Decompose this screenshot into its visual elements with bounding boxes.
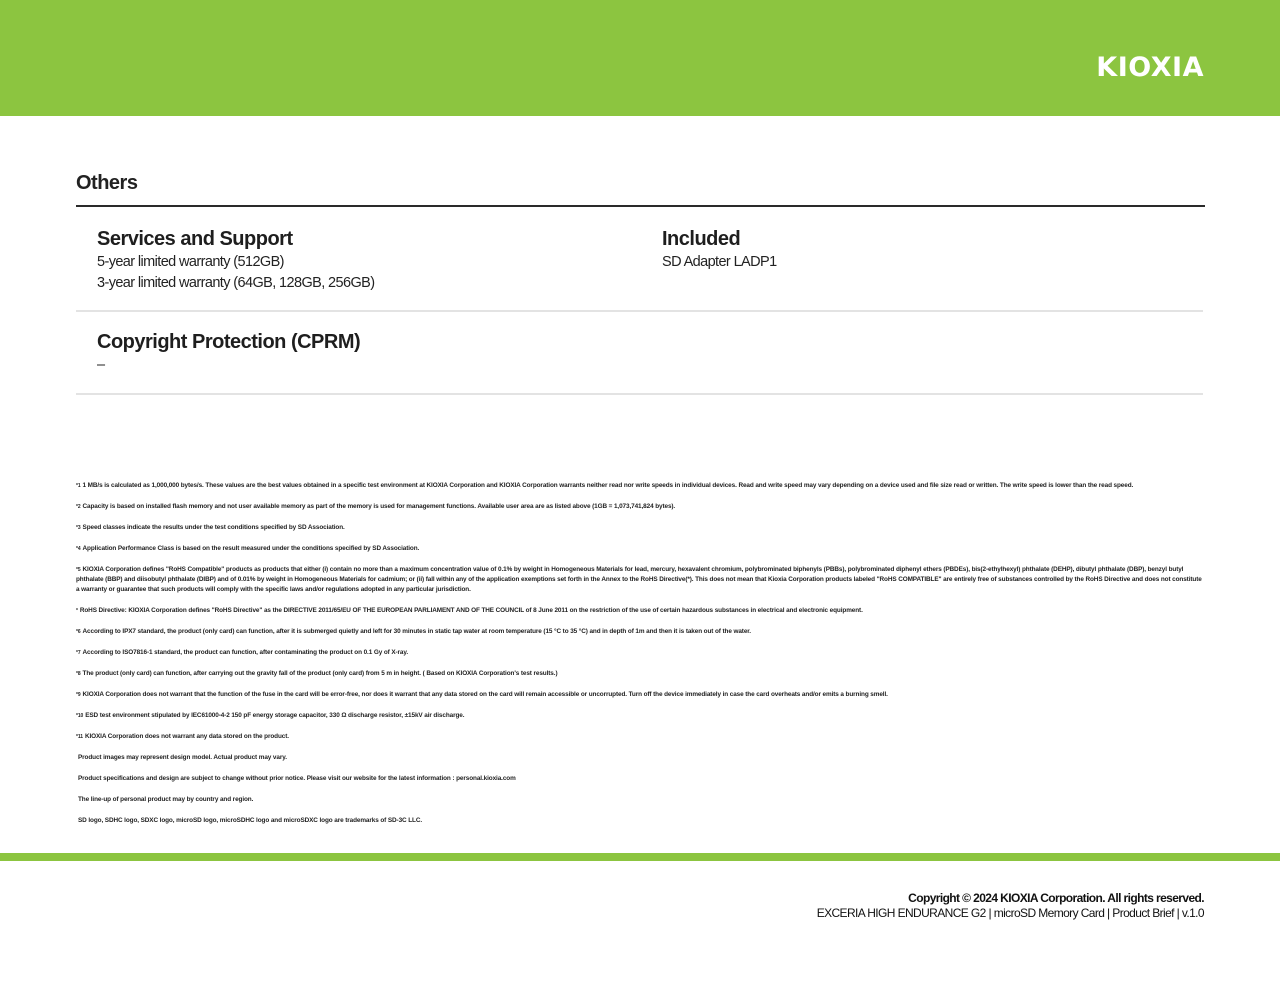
footnote xyxy=(76,565,1204,595)
included-item: SD Adapter LADP1 xyxy=(662,254,777,270)
footnote-mark: *7 xyxy=(76,650,81,656)
footnote-mark: * xyxy=(76,608,78,614)
footer-accent-bar xyxy=(0,853,1280,861)
footnote-text: KIOXIA Corporation defines "RoHS Compatible" products as products that either (i) contain no more than a maximum concentration value of 0.1% by weight in Homogeneous Materials for lead, mercury, hexavalent chromium, polybrominated biphenyls (PBBs), polybrominated diphenyl ethers (PBDEs), bis(2-ethylhexyl) phthalate (DEHP), dibutyl phthalate (DBP), benzyl butyl phthalate (BBP) and diisobutyl phthalate (DIBP) and of 0.01% by weight in Homogeneous Materials for cadmium; or (ii) fall within any of the application exemptions set forth in the Annex to the RoHS Directive(*). This does not mean that Kioxia Corporation products labeled "RoHS COMPATIBLE" are entirely free of substances controlled by the RoHS Directive and does not constitute a warranty or guarantee that such products will comply with the specific laws and/or regulations adopted in any particular jurisdiction. xyxy=(76,566,1202,593)
included-title: Included xyxy=(662,228,741,250)
footnote-text: Capacity is based on installed flash memory and not user available memory as part of the memory is used for management functions. Available user area are as listed above (1GB = 1,073,741,824 bytes). xyxy=(82,503,676,510)
warranty-line: 3-year limited warranty (64GB, 128GB, 256GB) xyxy=(97,275,375,291)
cprm-block xyxy=(97,329,360,376)
header-banner xyxy=(0,0,1280,116)
footnote-text: Product images may represent design model. Actual product may vary. xyxy=(78,754,287,761)
copyright-text: Copyright © 2024 KIOXIA Corporation. All rights reserved. xyxy=(908,891,1204,905)
footnote xyxy=(76,753,1204,763)
footnote-text: KIOXIA Corporation does not warrant any data stored on the product. xyxy=(84,733,289,740)
footnote-mark: *2 xyxy=(76,504,81,510)
footnote xyxy=(76,774,1204,784)
footnote xyxy=(76,711,1204,721)
footnote xyxy=(76,627,1204,637)
row-divider xyxy=(76,310,1203,312)
footnote-mark: *5 xyxy=(76,567,81,573)
footnote xyxy=(76,502,1204,512)
footnote xyxy=(76,544,1204,554)
footnote-text: According to IPX7 standard, the product (only card) can function, after it is submerged quietly and left for 30 minutes in static tap water at room temperature (15 °C to 35 °C) and in depth of 1m and then it is taken out of the water. xyxy=(82,628,751,635)
footnote-text: The line-up of personal product may by country and region. xyxy=(78,796,254,803)
footnote xyxy=(76,481,1204,491)
footnote xyxy=(76,795,1204,805)
row-divider xyxy=(76,393,1203,395)
footnote-text: Speed classes indicate the results under the test conditions specified by SD Association. xyxy=(82,524,345,531)
footnote-mark: *1 xyxy=(76,483,81,489)
footer xyxy=(817,891,1204,921)
footnote xyxy=(76,606,1204,616)
footnote-mark: *9 xyxy=(76,692,81,698)
warranty-line: 5-year limited warranty (512GB) xyxy=(97,254,284,270)
footnote-text: KIOXIA Corporation does not warrant that the function of the fuse in the card will be error-free, nor does it warrant that any data stored on the card will remain accessible or uncorrupted. Turn off the device immediately in case the card overheats and/or emits a burning smell. xyxy=(82,691,888,698)
footnote xyxy=(76,648,1204,658)
services-support-block xyxy=(97,226,374,294)
footnote-mark: *3 xyxy=(76,525,81,531)
footnote-text: SD logo, SDHC logo, SDXC logo, microSD logo, microSDHC logo and microSDXC logo are trademarks of SD-3C LLC. xyxy=(78,817,423,824)
footnote-text: The product (only card) can function, after carrying out the gravity fall of the product (only card) from 5 m in height. ( Based on KIOXIA Corporation's test results.) xyxy=(82,670,558,677)
footnote xyxy=(76,690,1204,700)
footnote-text: Product specifications and design are subject to change without prior notice. Please visit our website for the latest information : personal.kioxia.com xyxy=(78,775,516,782)
footnote xyxy=(76,816,1204,826)
kioxia-logo: KIOXIA xyxy=(1096,52,1204,83)
section-title: Others xyxy=(76,172,138,194)
footnote xyxy=(76,523,1204,533)
footnote-text: Application Performance Class is based on the result measured under the conditions specified by SD Association. xyxy=(82,545,420,552)
footnote xyxy=(76,732,1204,742)
footnote-mark: *8 xyxy=(76,671,81,677)
section-divider xyxy=(76,205,1205,207)
product-line-text: EXCERIA HIGH ENDURANCE G2 | microSD Memory Card | Product Brief | v.1.0 xyxy=(816,906,1204,920)
footnote-text: 1 MB/s is calculated as 1,000,000 bytes/s. These values are the best values obtained in a specific test environment at KIOXIA Corporation and KIOXIA Corporation warrants neither read nor write speeds in individual devices. Read and write speed may vary depending on a device used and file size read or written. The write speed is lower than the read speed. xyxy=(82,482,1134,489)
footnotes xyxy=(76,481,1204,837)
footnote-text: According to ISO7816-1 standard, the product can function, after contaminating the product on 0.1 Gy of X-ray. xyxy=(82,649,409,656)
footnote-mark: *6 xyxy=(76,629,81,635)
footnote-mark: *4 xyxy=(76,546,81,552)
services-support-title: Services and Support xyxy=(97,228,293,250)
footnote-mark: *11 xyxy=(76,734,83,740)
cprm-title: Copyright Protection (CPRM) xyxy=(97,331,361,353)
footnote xyxy=(76,669,1204,679)
footnote-text: RoHS Directive: KIOXIA Corporation defines "RoHS Directive" as the DIRECTIVE 2011/65/EU OF THE EUROPEAN PARLIAMENT AND OF THE COUNCIL of 8 June 2011 on the restriction of the use of certain hazardous substances in electrical and electronic equipment. xyxy=(79,607,863,614)
footnote-text: ESD test environment stipulated by IEC61000-4-2 150 pF energy storage capacitor, 330 Ω discharge resistor, ±15kV air discharge. xyxy=(85,712,465,719)
included-block xyxy=(662,226,777,273)
footnote-mark: *10 xyxy=(76,713,84,719)
cprm-value: – xyxy=(97,357,105,373)
